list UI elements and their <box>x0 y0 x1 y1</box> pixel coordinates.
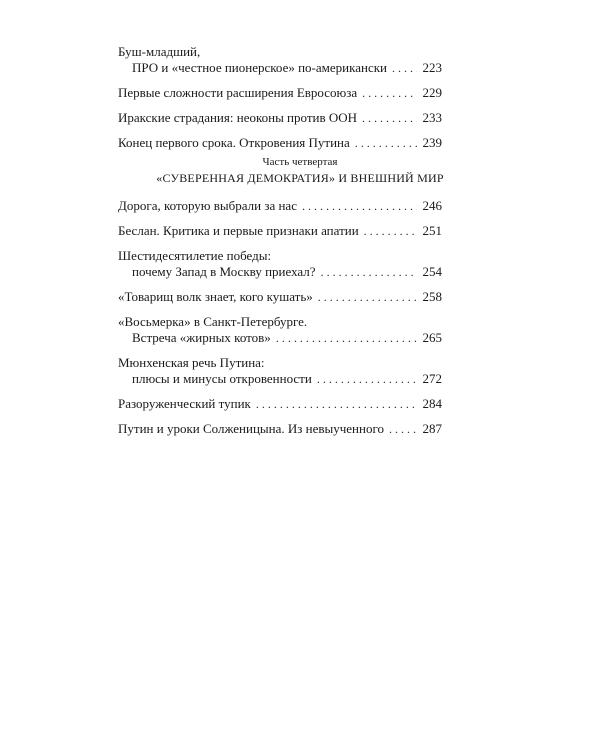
toc-entry-title-first-line: «Восьмерка» в Санкт-Петербурге. <box>118 314 308 329</box>
toc-entry <box>118 198 442 214</box>
toc-entry-page: 246 <box>422 198 442 213</box>
toc-entry <box>118 110 442 126</box>
toc-entry-page: 254 <box>422 264 442 279</box>
toc-entry-title: Беслан. Критика и первые признаки апатии <box>118 223 359 238</box>
dot-leader <box>276 330 417 346</box>
toc-entry-title-first-line: Шестидесятилетие победы: <box>118 248 272 263</box>
dot-leader <box>302 198 417 214</box>
toc-entry-page: 229 <box>422 85 442 100</box>
toc-entry-line <box>118 421 442 437</box>
part-title: «СУВЕРЕННАЯ ДЕМОКРАТИЯ» И ВНЕШНИЙ МИР <box>156 171 444 185</box>
toc-entry-line <box>118 264 442 280</box>
toc-entry <box>118 248 442 280</box>
toc-entry-title: почему Запад в Москву приехал? <box>132 264 316 279</box>
toc-entry <box>118 396 442 412</box>
dot-leader <box>389 421 417 437</box>
toc-entry <box>118 421 442 437</box>
toc-entry-line <box>118 330 442 346</box>
part-label: Часть четвертая <box>262 156 338 168</box>
toc-entry-page: 272 <box>422 371 442 386</box>
toc-entry-line <box>118 396 442 412</box>
toc-entry-title: ПРО и «честное пионерское» по-американски <box>132 60 387 75</box>
dot-leader <box>392 60 417 76</box>
toc-entry <box>118 289 442 305</box>
toc-entry <box>118 223 442 239</box>
toc-entry <box>118 44 442 76</box>
toc-entry <box>118 355 442 387</box>
dot-leader <box>318 289 417 305</box>
dot-leader <box>256 396 417 412</box>
toc-entry-title: плюсы и минусы откровенности <box>132 371 312 386</box>
toc-entry-line <box>118 135 442 151</box>
toc-entry-line <box>118 110 442 126</box>
toc-entry-page: 233 <box>422 110 442 125</box>
toc-entry <box>118 314 442 346</box>
toc-entry-line <box>118 371 442 387</box>
toc-entry-line <box>118 85 442 101</box>
toc-section-top <box>118 44 442 160</box>
toc-entry-title: Иракские страдания: неоконы против ООН <box>118 110 358 125</box>
toc-entry-title-first-line: Буш-младший, <box>118 44 201 59</box>
toc-entry-line <box>118 289 442 305</box>
toc-section-bottom <box>118 198 442 446</box>
toc-entry-page: 284 <box>422 396 442 411</box>
toc-entry <box>118 85 442 101</box>
toc-entry-title: «Товарищ волк знает, кого кушать» <box>118 289 313 304</box>
toc-entry-title: Встреча «жирных котов» <box>132 330 271 345</box>
dot-leader <box>362 85 417 101</box>
toc-entry-line <box>118 223 442 239</box>
toc-entry-title: Дорога, которую выбрали за нас <box>118 198 297 213</box>
toc-entry-page: 239 <box>422 135 442 150</box>
toc-entry-page: 265 <box>422 330 442 345</box>
toc-entry-line <box>118 60 442 76</box>
toc-entry-page: 223 <box>422 60 442 75</box>
toc-entry-page: 251 <box>422 223 442 238</box>
toc-entry-line <box>118 198 442 214</box>
dot-leader <box>364 223 417 239</box>
dot-leader <box>317 371 417 387</box>
toc-entry-title: Первые сложности расширения Евросоюза <box>118 85 358 100</box>
toc-entry-title-first-line: Мюнхенская речь Путина: <box>118 355 265 370</box>
toc-entry-page: 287 <box>422 421 442 436</box>
dot-leader <box>355 135 417 151</box>
toc-entry <box>118 135 442 151</box>
toc-entry-title: Путин и уроки Солженицына. Из невыученного <box>118 421 384 436</box>
toc-entry-title: Конец первого срока. Откровения Путина <box>118 135 350 150</box>
dot-leader <box>362 110 417 126</box>
dot-leader <box>321 264 417 280</box>
toc-entry-page: 258 <box>422 289 442 304</box>
toc-entry-title: Разоруженческий тупик <box>118 396 251 411</box>
